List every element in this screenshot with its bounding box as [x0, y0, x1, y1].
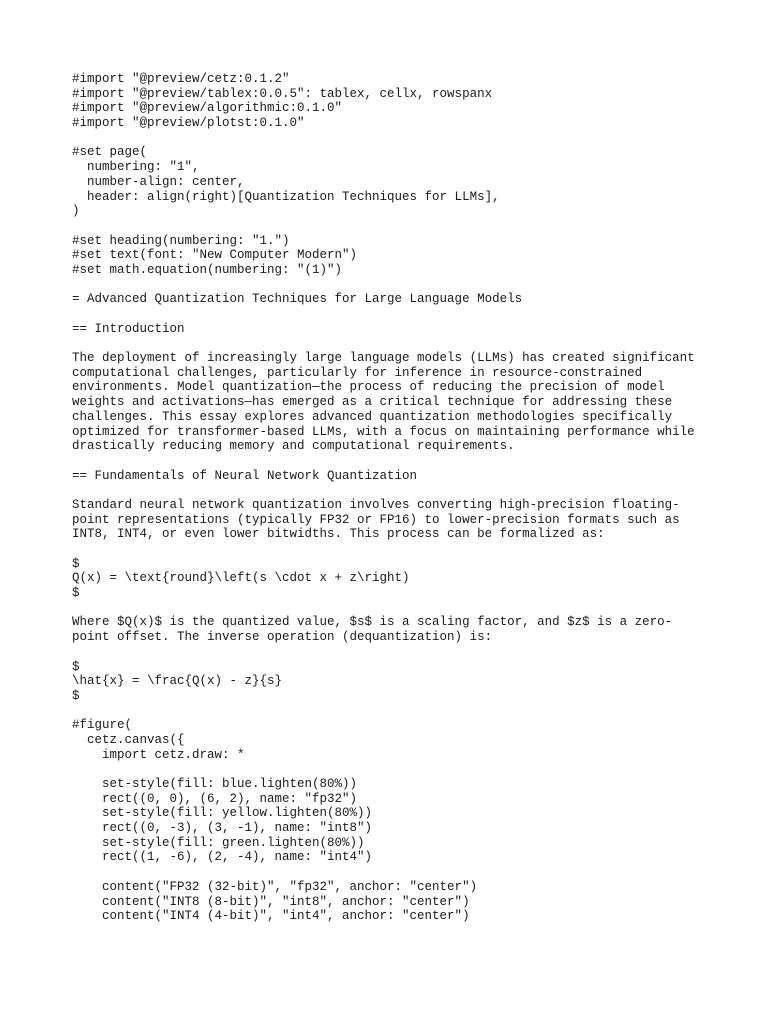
- code-line: Where $Q(x)$ is the quantized value, $s$ is a scaling factor, and $z$ is a zero-: [72, 615, 673, 630]
- code-line: Q(x) = \text{round}\left(s \cdot x + z\right): [72, 571, 410, 586]
- code-line: $: [72, 688, 80, 703]
- source-document: [72, 72, 712, 924]
- code-line: #figure(: [72, 718, 133, 733]
- code-line: $: [72, 659, 80, 674]
- code-line: [72, 645, 712, 660]
- code-line: [72, 307, 712, 322]
- code-line: [72, 865, 712, 880]
- code-line: #set page(: [72, 145, 148, 160]
- code-line: $: [72, 586, 80, 601]
- code-line: #set text(font: "New Computer Modern"): [72, 248, 358, 263]
- code-line: [72, 762, 712, 777]
- code-line: rect((0, 0), (6, 2), name: "fp32"): [72, 791, 358, 806]
- code-line: content("INT8 (8-bit)", "int8", anchor: "center"): [72, 894, 470, 909]
- code-line: #set heading(numbering: "1."): [72, 233, 290, 248]
- code-line: rect((1, -6), (2, -4), name: "int4"): [72, 850, 373, 865]
- code-line: #import "@preview/plotst:0.1.0": [72, 116, 305, 131]
- code-line: content("INT4 (4-bit)", "int4", anchor: "center"): [72, 909, 470, 924]
- code-line: cetz.canvas({: [72, 732, 185, 747]
- code-line: [72, 542, 712, 557]
- code-line: set-style(fill: yellow.lighten(80%)): [72, 806, 373, 821]
- code-line: optimized for transformer-based LLMs, with a focus on maintaining performance while: [72, 424, 695, 439]
- code-line: weights and activations—has emerged as a critical technique for addressing these: [72, 395, 673, 410]
- code-line: [72, 336, 712, 351]
- code-line: #import "@preview/cetz:0.1.2": [72, 72, 290, 86]
- code-line: Standard neural network quantization involves converting high-precision floating-: [72, 497, 680, 512]
- code-line: point offset. The inverse operation (dequantization) is:: [72, 630, 493, 645]
- code-line: set-style(fill: blue.lighten(80%)): [72, 777, 358, 791]
- code-line: $: [72, 556, 80, 571]
- code-line: == Introduction: [72, 321, 185, 336]
- code-line: rect((0, -3), (3, -1), name: "int8"): [72, 821, 373, 836]
- code-line: [72, 131, 712, 146]
- code-line: drastically reducing memory and computational requirements.: [72, 439, 515, 454]
- code-line: set-style(fill: green.lighten(80%)): [72, 835, 365, 850]
- code-line: #set math.equation(numbering: "(1)"): [72, 262, 343, 277]
- code-line: numbering: "1",: [72, 160, 200, 175]
- code-line: #import "@preview/tablex:0.0.5": tablex, cellx, rowspanx: [72, 86, 493, 101]
- code-line: #import "@preview/algorithmic:0.1.0": [72, 101, 343, 116]
- code-line: [72, 454, 712, 469]
- code-line: == Fundamentals of Neural Network Quantization: [72, 468, 418, 483]
- code-line: \hat{x} = \frac{Q(x) - z}{s}: [72, 674, 283, 689]
- code-line: = Advanced Quantization Techniques for Large Language Models: [72, 292, 523, 307]
- code-line: number-align: center,: [72, 174, 245, 189]
- code-line: point representations (typically FP32 or FP16) to lower-precision formats such as: [72, 512, 680, 527]
- code-line: challenges. This essay explores advanced quantization methodologies specifically: [72, 409, 673, 424]
- code-line: INT8, INT4, or even lower bitwidths. This process can be formalized as:: [72, 527, 605, 542]
- code-line: environments. Model quantization—the process of reducing the precision of model: [72, 380, 665, 395]
- code-line: [72, 483, 712, 498]
- code-line: [72, 278, 712, 293]
- code-line: computational challenges, particularly for inference in resource-constrained: [72, 365, 643, 380]
- code-line: [72, 704, 712, 719]
- code-line: ): [72, 204, 80, 219]
- code-line: The deployment of increasingly large language models (LLMs) has created significant: [72, 351, 695, 366]
- code-line: content("FP32 (32-bit)", "fp32", anchor: "center"): [72, 879, 478, 894]
- code-line: header: align(right)[Quantization Techniques for LLMs],: [72, 189, 500, 204]
- code-line: import cetz.draw: *: [72, 747, 245, 762]
- code-line: [72, 601, 712, 616]
- code-line: [72, 219, 712, 234]
